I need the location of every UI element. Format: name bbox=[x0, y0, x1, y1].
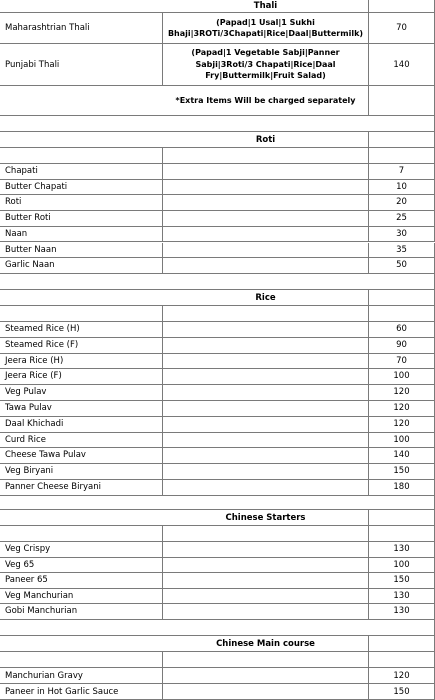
spacer-row bbox=[0, 526, 435, 542]
menu-row bbox=[0, 417, 435, 433]
item-name: Veg Biryani bbox=[0, 464, 163, 480]
item-description bbox=[163, 13, 369, 44]
item-description-empty bbox=[163, 195, 369, 211]
item-name: Garlic Naan bbox=[0, 258, 163, 274]
item-name: Paneer in Hot Garlic Sauce bbox=[0, 684, 163, 700]
item-description-empty bbox=[163, 684, 369, 700]
item-name: Veg Crispy bbox=[0, 542, 163, 558]
item-name: Steamed Rice (H) bbox=[0, 322, 163, 338]
item-price: 90 bbox=[369, 338, 435, 354]
item-price: 25 bbox=[369, 211, 435, 227]
spacer-row bbox=[0, 496, 435, 510]
item-description-empty bbox=[163, 354, 369, 370]
menu-row bbox=[0, 542, 435, 558]
item-price: 130 bbox=[369, 542, 435, 558]
menu-row bbox=[0, 401, 435, 417]
item-description-empty bbox=[163, 433, 369, 449]
item-description-empty bbox=[163, 464, 369, 480]
item-price: 100 bbox=[369, 558, 435, 574]
item-name: Punjabi Thali bbox=[0, 44, 163, 86]
item-price: 140 bbox=[369, 448, 435, 464]
item-name: Butter Naan bbox=[0, 243, 163, 259]
item-name: Jeera Rice (F) bbox=[0, 369, 163, 385]
desc-line: (Papad|1 Vegetable Sabji|Panner bbox=[191, 48, 340, 58]
item-name: Gobi Manchurian bbox=[0, 604, 163, 620]
item-name: Butter Chapati bbox=[0, 180, 163, 196]
menu-row bbox=[0, 558, 435, 574]
desc-line: Fry|Buttermilk|Fruit Salad) bbox=[205, 71, 326, 81]
item-price: 35 bbox=[369, 243, 435, 259]
spacer-row bbox=[0, 274, 435, 290]
item-price: 130 bbox=[369, 604, 435, 620]
item-name: Panner Cheese Biryani bbox=[0, 480, 163, 496]
item-price: 120 bbox=[369, 417, 435, 433]
menu-row bbox=[0, 195, 435, 211]
item-description-empty bbox=[163, 573, 369, 589]
item-price: 60 bbox=[369, 322, 435, 338]
item-description-empty bbox=[163, 369, 369, 385]
item-price: 120 bbox=[369, 401, 435, 417]
section-header-chinese-main bbox=[0, 636, 435, 652]
item-price: 150 bbox=[369, 684, 435, 700]
section-title-thali: Thali bbox=[163, 0, 369, 13]
item-name: Tawa Pulav bbox=[0, 401, 163, 417]
item-name: Maharashtrian Thali bbox=[0, 13, 163, 44]
spacer-row bbox=[0, 652, 435, 668]
item-description-empty bbox=[163, 401, 369, 417]
item-price: 7 bbox=[369, 164, 435, 180]
item-name: Jeera Rice (H) bbox=[0, 354, 163, 370]
menu-row bbox=[0, 227, 435, 243]
item-name: Curd Rice bbox=[0, 433, 163, 449]
menu-row bbox=[0, 354, 435, 370]
menu-row bbox=[0, 668, 435, 684]
item-price: 150 bbox=[369, 464, 435, 480]
item-description-empty bbox=[163, 480, 369, 496]
item-description-empty bbox=[163, 211, 369, 227]
menu-row bbox=[0, 573, 435, 589]
item-description-empty bbox=[163, 338, 369, 354]
section-header-thali bbox=[0, 0, 435, 13]
item-description-empty bbox=[163, 243, 369, 259]
spacer-row bbox=[0, 620, 435, 636]
section-title-rice: Rice bbox=[163, 290, 369, 306]
section-header-roti bbox=[0, 132, 435, 148]
menu-row bbox=[0, 684, 435, 700]
item-description-empty bbox=[163, 448, 369, 464]
item-name: Veg 65 bbox=[0, 558, 163, 574]
menu-row bbox=[0, 258, 435, 274]
section-title-chinese-starters: Chinese Starters bbox=[163, 510, 369, 526]
item-price: 10 bbox=[369, 180, 435, 196]
spacer-row bbox=[0, 116, 435, 132]
menu-row bbox=[0, 604, 435, 620]
menu-row bbox=[0, 322, 435, 338]
menu-row bbox=[0, 180, 435, 196]
item-price: 100 bbox=[369, 369, 435, 385]
item-price: 130 bbox=[369, 589, 435, 605]
item-name: Chapati bbox=[0, 164, 163, 180]
section-title-chinese-main: Chinese Main course bbox=[163, 636, 369, 652]
menu-row bbox=[0, 589, 435, 605]
item-name: Daal Khichadi bbox=[0, 417, 163, 433]
item-description-empty bbox=[163, 385, 369, 401]
item-description-empty bbox=[163, 604, 369, 620]
menu-row bbox=[0, 164, 435, 180]
menu-row bbox=[0, 211, 435, 227]
extra-items-note: *Extra Items Will be charged separately bbox=[163, 86, 369, 116]
item-name: Veg Pulav bbox=[0, 385, 163, 401]
item-description-empty bbox=[163, 668, 369, 684]
item-name: Butter Roti bbox=[0, 211, 163, 227]
menu-row bbox=[0, 448, 435, 464]
item-name: Roti bbox=[0, 195, 163, 211]
item-description bbox=[163, 44, 369, 86]
item-price: 180 bbox=[369, 480, 435, 496]
item-price: 70 bbox=[369, 354, 435, 370]
item-price: 140 bbox=[369, 44, 435, 86]
item-price: 50 bbox=[369, 258, 435, 274]
item-name: Manchurian Gravy bbox=[0, 668, 163, 684]
item-name: Paneer 65 bbox=[0, 573, 163, 589]
spacer-row bbox=[0, 306, 435, 322]
item-description-empty bbox=[163, 558, 369, 574]
item-description-empty bbox=[163, 227, 369, 243]
item-name: Cheese Tawa Pulav bbox=[0, 448, 163, 464]
spacer-row bbox=[0, 148, 435, 164]
menu-row bbox=[0, 385, 435, 401]
section-header-rice bbox=[0, 290, 435, 306]
item-name: Veg Manchurian bbox=[0, 589, 163, 605]
menu-row bbox=[0, 338, 435, 354]
item-description-empty bbox=[163, 180, 369, 196]
item-price: 100 bbox=[369, 433, 435, 449]
menu-row bbox=[0, 13, 435, 44]
item-description-empty bbox=[163, 322, 369, 338]
item-price: 70 bbox=[369, 13, 435, 44]
section-title-roti: Roti bbox=[163, 132, 369, 148]
section-header-chinese-starters bbox=[0, 510, 435, 526]
desc-line: Bhaji|3ROTi/3Chapati|Rice|Daal|Buttermilk) bbox=[167, 29, 364, 38]
item-description-empty bbox=[163, 417, 369, 433]
item-description-empty bbox=[163, 542, 369, 558]
item-price: 150 bbox=[369, 573, 435, 589]
desc-line: Sabji|3Roti/3 Chapati|Rice|Daal bbox=[195, 59, 336, 69]
desc-line: (Papad|1 Usal|1 Sukhi bbox=[216, 17, 315, 27]
menu-row bbox=[0, 243, 435, 259]
menu-row bbox=[0, 44, 435, 86]
item-price: 20 bbox=[369, 195, 435, 211]
item-description-empty bbox=[163, 164, 369, 180]
menu-row bbox=[0, 369, 435, 385]
item-price: 120 bbox=[369, 668, 435, 684]
item-price: 120 bbox=[369, 385, 435, 401]
item-description-empty bbox=[163, 258, 369, 274]
item-description-empty bbox=[163, 589, 369, 605]
menu-row bbox=[0, 433, 435, 449]
item-name: Naan bbox=[0, 227, 163, 243]
menu-row bbox=[0, 480, 435, 496]
menu-row bbox=[0, 464, 435, 480]
item-name: Steamed Rice (F) bbox=[0, 338, 163, 354]
note-row bbox=[0, 86, 435, 116]
item-price: 30 bbox=[369, 227, 435, 243]
